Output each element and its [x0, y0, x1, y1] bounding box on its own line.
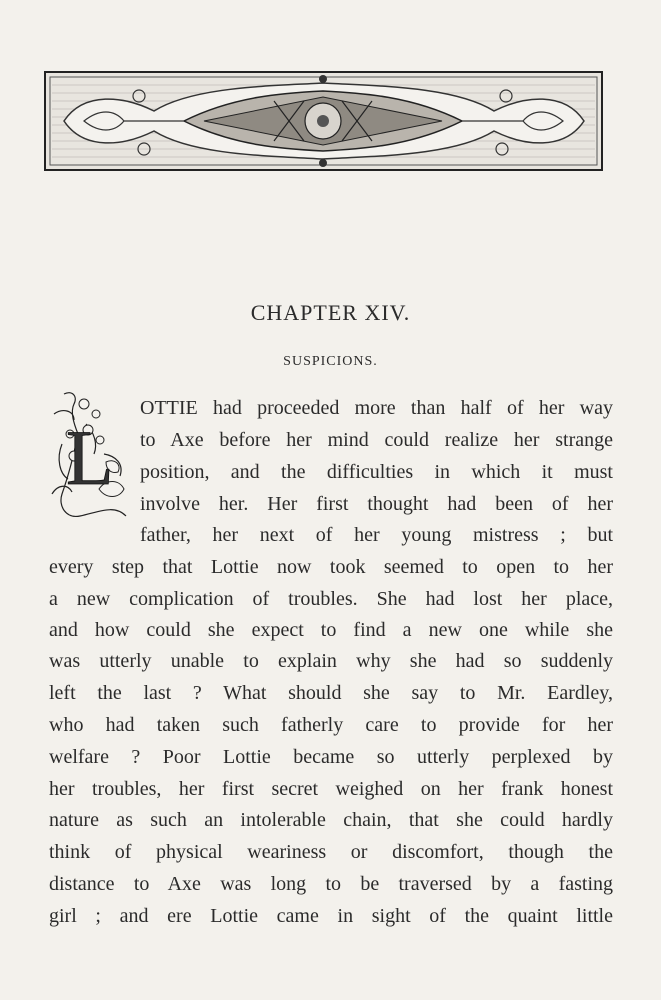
text-line: to Axe before her mind could realize her strange: [140, 429, 613, 451]
text-line: position, and the difficulties in which it must: [140, 461, 613, 483]
text-line: distance to Axe was long to be traversed by a fasting: [49, 873, 613, 895]
text-line: girl ; and ere Lottie came in sight of the quaint little: [49, 905, 613, 927]
text-line: her troubles, her first secret weighed on her frank honest: [49, 778, 613, 800]
text-line: welfare ? Poor Lottie became so utterly perplexed by: [49, 746, 613, 768]
text-line: involve her. Her first thought had been of her: [140, 493, 613, 515]
text-line: nature as such an intolerable chain, that she could hardly: [49, 809, 613, 831]
text-line: father, her next of her young mistress ; but: [140, 524, 613, 546]
text-line: who had taken such fatherly care to provide for her: [49, 714, 613, 736]
text-line: OTTIE had proceeded more than half of her way: [140, 397, 613, 419]
text-line: left the last ? What should she say to Mr. Eardley,: [49, 682, 613, 704]
text-line: think of physical weariness or discomfort, though the: [49, 841, 613, 863]
text-line: was utterly unable to explain why she had so suddenly: [49, 650, 613, 672]
chapter-subtitle: SUSPICIONS.: [283, 354, 378, 369]
text-line: a new complication of troubles. She had lost her place,: [49, 588, 613, 610]
text-line: every step that Lottie now took seemed to open to her: [49, 556, 613, 578]
text-line: and how could she expect to find a new one while she: [49, 619, 613, 641]
chapter-title: CHAPTER XIV.: [250, 300, 411, 325]
drop-cap-letter: L: [66, 414, 114, 501]
